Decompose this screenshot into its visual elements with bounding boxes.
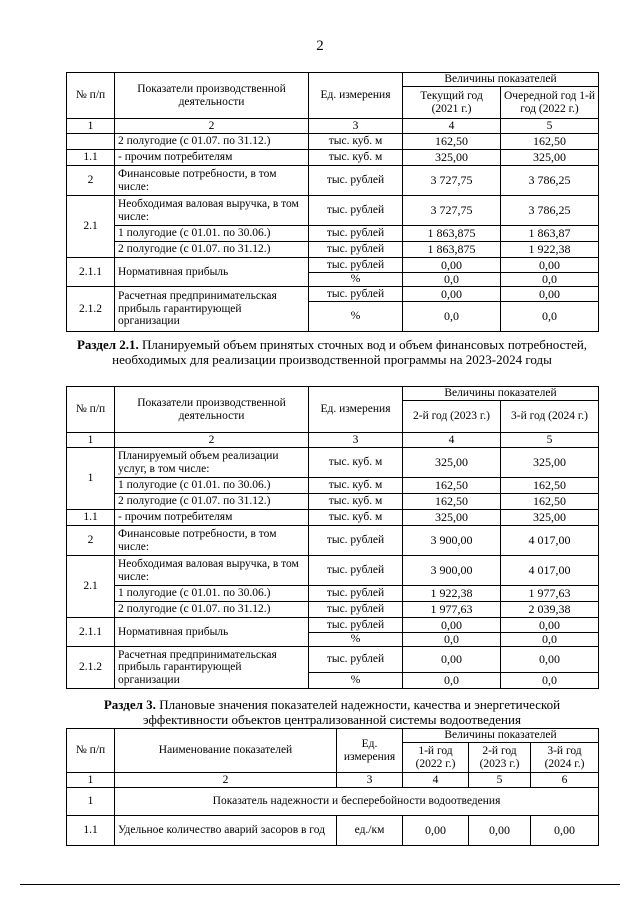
row-unit: тыс. куб. м — [309, 448, 403, 478]
table-row — [67, 602, 599, 618]
section-3-heading — [66, 697, 598, 727]
header-values: Величины показателей — [403, 73, 599, 87]
row-unit: тыс. куб. м — [309, 494, 403, 510]
row-value-2: 0,00 — [501, 287, 599, 302]
row-unit: тыс. рублей — [309, 287, 403, 302]
row-value-1: 162,50 — [403, 478, 501, 494]
row-value-2: 162,50 — [501, 134, 599, 150]
table-row — [67, 196, 599, 226]
table-row — [67, 287, 599, 302]
row-value-1: 0,0 — [403, 673, 501, 689]
row-value-1: 3 727,75 — [403, 166, 501, 196]
row-name: Нормативная прибыль — [115, 618, 309, 647]
col-number: 3 — [337, 773, 403, 788]
table-production-2021-2022 — [66, 72, 599, 332]
section-3-label: Раздел 3. — [103, 697, 156, 712]
row-unit: тыс. куб. м — [309, 150, 403, 166]
row-value-3: 0,00 — [531, 816, 599, 846]
table-row — [67, 478, 599, 494]
table-production-2023-2024 — [66, 386, 599, 689]
row-value-2: 3 786,25 — [501, 196, 599, 226]
row-unit: тыс. рублей — [309, 242, 403, 258]
table-row — [67, 510, 599, 526]
row-name: 1 полугодие (с 01.01. по 30.06.) — [115, 226, 309, 242]
group-num: 1 — [67, 788, 115, 816]
row-name: - прочим потребителям — [115, 510, 309, 526]
header-year-2023: 2-й год (2023 г.) — [469, 743, 531, 773]
row-value-1: 1 863,875 — [403, 242, 501, 258]
row-name: Необходимая валовая выручка, в том числе: — [115, 556, 309, 586]
row-value-1: 1 922,38 — [403, 586, 501, 602]
row-unit: % — [309, 633, 403, 647]
header-year-next: Очередной год 1-й год (2022 г.) — [501, 87, 599, 119]
row-value-1: 3 900,00 — [403, 526, 501, 556]
row-unit: тыс. рублей — [309, 647, 403, 673]
table-row — [67, 788, 599, 816]
col-number: 4 — [403, 433, 501, 448]
header-num: № п/п — [67, 73, 115, 119]
row-value-1: 1 863,875 — [403, 226, 501, 242]
table-row — [67, 258, 599, 273]
row-value-2: 4 017,00 — [501, 526, 599, 556]
row-value-2: 325,00 — [501, 448, 599, 478]
section-2-1-label: Раздел 2.1. — [76, 337, 139, 352]
row-value-1: 0,0 — [403, 302, 501, 332]
col-number: 3 — [309, 433, 403, 448]
table-row — [67, 618, 599, 633]
col-number: 6 — [531, 773, 599, 788]
row-name: Планируемый объем реализации услуг, в том числе: — [115, 448, 309, 478]
section-2-1-heading — [66, 337, 598, 367]
table-row — [67, 647, 599, 673]
row-value-2: 0,00 — [501, 258, 599, 273]
row-name: 1 полугодие (с 01.01. по 30.06.) — [115, 478, 309, 494]
page-number: 2 — [316, 38, 324, 54]
table-row — [67, 242, 599, 258]
header-unit: Ед. измерения — [337, 729, 403, 773]
row-value-1: 0,00 — [403, 287, 501, 302]
row-name: Удельное количество аварий засоров в год — [115, 816, 337, 846]
header-indicators: Показатели производственной деятельности — [115, 73, 309, 119]
row-value-1: 3 727,75 — [403, 196, 501, 226]
row-name: 2 полугодие (с 01.07. по 31.12.) — [115, 602, 309, 618]
header-year-2024: 3-й год (2024 г.) — [531, 743, 599, 773]
row-value-1: 325,00 — [403, 448, 501, 478]
col-number: 5 — [501, 433, 599, 448]
row-unit: тыс. куб. м — [309, 510, 403, 526]
row-num: 2.1.2 — [67, 287, 115, 332]
table-row — [67, 166, 599, 196]
row-unit: тыс. рублей — [309, 226, 403, 242]
row-value-2: 0,00 — [501, 618, 599, 633]
row-value-1: 162,50 — [403, 134, 501, 150]
row-value-1: 0,0 — [403, 273, 501, 287]
col-number: 2 — [115, 119, 309, 134]
row-value-2: 0,0 — [501, 633, 599, 647]
section-3-text: Плановые значения показателей надежности, качества и энергетической эффективности объектов централизованной системы водоотведения — [143, 697, 561, 727]
row-num — [67, 134, 115, 150]
row-value-1: 0,0 — [403, 633, 501, 647]
row-unit: тыс. куб. м — [309, 478, 403, 494]
table-row — [67, 586, 599, 602]
row-unit: % — [309, 302, 403, 332]
row-name: Финансовые потребности, в том числе: — [115, 166, 309, 196]
header-year-current: Текущий год (2021 г.) — [403, 87, 501, 119]
col-number: 5 — [469, 773, 531, 788]
row-name: Расчетная предпринимательская прибыль гарантирующей организации — [115, 647, 309, 689]
row-value-2: 325,00 — [501, 150, 599, 166]
row-value-1: 1 977,63 — [403, 602, 501, 618]
col-number: 4 — [403, 119, 501, 134]
table-row — [67, 556, 599, 586]
row-value-2: 325,00 — [501, 510, 599, 526]
section-2-1-text: Планируемый объем принятых сточных вод и объем финансовых потребностей, необходимых для реализации производственной программы на 2023-2024 годы — [112, 337, 588, 367]
header-year-2022: 1-й год (2022 г.) — [403, 743, 469, 773]
header-values: Величины показателей — [403, 729, 599, 743]
row-value-1: 0,00 — [403, 258, 501, 273]
row-name: Финансовые потребности, в том числе: — [115, 526, 309, 556]
header-year-2023: 2-й год (2023 г.) — [403, 401, 501, 433]
row-unit: % — [309, 273, 403, 287]
header-unit: Ед. измерения — [309, 387, 403, 433]
table-row — [67, 226, 599, 242]
table-row — [67, 526, 599, 556]
table-row — [67, 494, 599, 510]
table-reliability — [66, 728, 599, 846]
row-name: Расчетная предпринимательская прибыль гарантирующей организации — [115, 287, 309, 332]
col-number: 5 — [501, 119, 599, 134]
row-num: 1.1 — [67, 510, 115, 526]
row-unit: ед./км — [337, 816, 403, 846]
row-value-2: 2 039,38 — [501, 602, 599, 618]
row-num: 2.1.1 — [67, 618, 115, 647]
col-number: 3 — [309, 119, 403, 134]
table-row — [67, 150, 599, 166]
row-unit: тыс. куб. м — [309, 134, 403, 150]
row-name: Нормативная прибыль — [115, 258, 309, 287]
footer-divider — [20, 884, 620, 885]
row-value-1: 3 900,00 — [403, 556, 501, 586]
row-num: 2.1 — [67, 196, 115, 258]
row-unit: тыс. рублей — [309, 258, 403, 273]
row-value-2: 162,50 — [501, 494, 599, 510]
col-number: 1 — [67, 119, 115, 134]
row-name: Необходимая валовая выручка, в том числе: — [115, 196, 309, 226]
row-value-1: 325,00 — [403, 510, 501, 526]
col-number: 1 — [67, 773, 115, 788]
header-indicator-name: Наименование показателей — [115, 729, 337, 773]
row-num: 1 — [67, 448, 115, 510]
row-unit: тыс. рублей — [309, 618, 403, 633]
row-unit: тыс. рублей — [309, 586, 403, 602]
row-value-2: 0,0 — [501, 673, 599, 689]
row-value-2: 0,00 — [501, 647, 599, 673]
row-value-2: 0,00 — [469, 816, 531, 846]
row-value-1: 0,00 — [403, 618, 501, 633]
col-number: 4 — [403, 773, 469, 788]
row-value-2: 0,0 — [501, 273, 599, 287]
row-unit: тыс. рублей — [309, 166, 403, 196]
row-num: 1.1 — [67, 150, 115, 166]
header-num: № п/п — [67, 387, 115, 433]
row-num: 2.1.2 — [67, 647, 115, 689]
row-value-1: 0,00 — [403, 816, 469, 846]
row-unit: тыс. рублей — [309, 556, 403, 586]
row-value-2: 4 017,00 — [501, 556, 599, 586]
row-num: 1.1 — [67, 816, 115, 846]
row-num: 2.1.1 — [67, 258, 115, 287]
row-value-1: 162,50 — [403, 494, 501, 510]
table-row — [67, 448, 599, 478]
row-value-1: 0,00 — [403, 647, 501, 673]
header-unit: Ед. измерения — [309, 73, 403, 119]
table-row — [67, 816, 599, 846]
row-name: 1 полугодие (с 01.01. по 30.06.) — [115, 586, 309, 602]
header-values: Величины показателей — [403, 387, 599, 401]
row-name: 2 полугодие (с 01.07. по 31.12.) — [115, 242, 309, 258]
row-value-2: 1 863,87 — [501, 226, 599, 242]
row-unit: тыс. рублей — [309, 602, 403, 618]
row-name: 2 полугодие (с 01.07. по 31.12.) — [115, 494, 309, 510]
group-title: Показатель надежности и бесперебойности водоотведения — [115, 788, 599, 816]
row-value-2: 3 786,25 — [501, 166, 599, 196]
row-unit: тыс. рублей — [309, 526, 403, 556]
header-indicators: Показатели производственной деятельности — [115, 387, 309, 433]
col-number: 2 — [115, 773, 337, 788]
row-value-2: 1 977,63 — [501, 586, 599, 602]
row-value-2: 162,50 — [501, 478, 599, 494]
row-name: 2 полугодие (с 01.07. по 31.12.) — [115, 134, 309, 150]
row-num: 2 — [67, 526, 115, 556]
row-unit: тыс. рублей — [309, 196, 403, 226]
row-value-1: 325,00 — [403, 150, 501, 166]
header-num: № п/п — [67, 729, 115, 773]
row-num: 2.1 — [67, 556, 115, 618]
col-number: 1 — [67, 433, 115, 448]
table-row — [67, 134, 599, 150]
row-unit: % — [309, 673, 403, 689]
row-num: 2 — [67, 166, 115, 196]
header-year-2024: 3-й год (2024 г.) — [501, 401, 599, 433]
col-number: 2 — [115, 433, 309, 448]
row-value-2: 1 922,38 — [501, 242, 599, 258]
row-value-2: 0,0 — [501, 302, 599, 332]
row-name: - прочим потребителям — [115, 150, 309, 166]
